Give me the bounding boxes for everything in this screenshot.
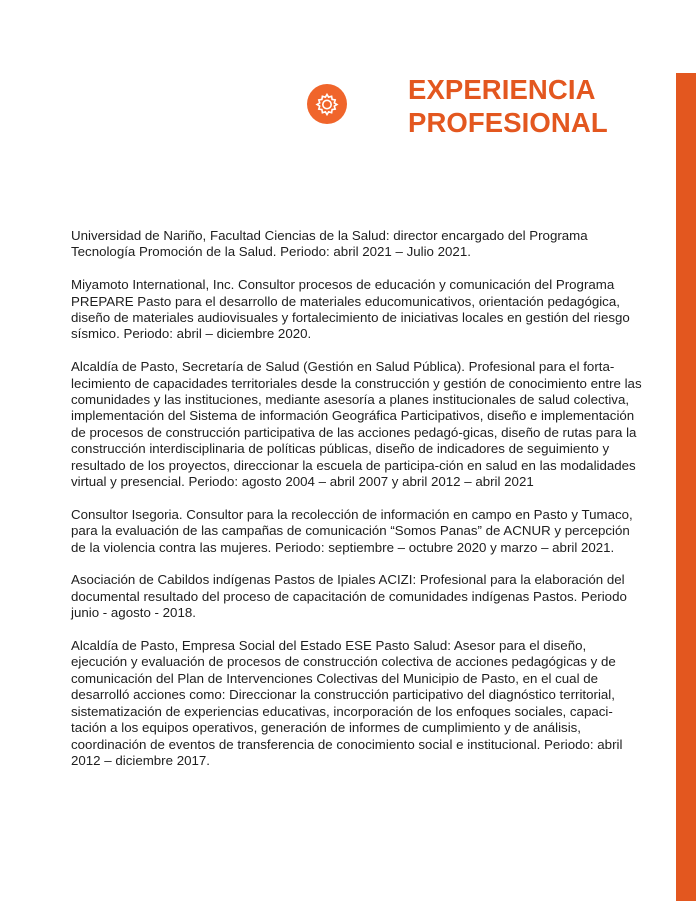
experience-entry: Alcaldía de Pasto, Empresa Social del Estado ESE Pasto Salud: Asesor para el diseño, ejecución y evaluación de procesos de construcción colectiva de acciones pedagógicas y de comunicación del Plan de Intervenciones Colectivas del Municipio de Pasto, en el cual de desarrolló acciones como: Direccionar la construcción participativo del diagnóstico territorial, sistematización de experiencias educativas, incorporación de los enfoques sociales, capaci-tación a los equipos operativos, generación de informes de cumplimiento y de análisis, coordinación de eventos de transferencia de conocimiento social e institucional. Periodo: abril 2012 – diciembre 2017. [71,638,623,768]
side-accent-bar [676,73,696,901]
experience-entry: Consultor Isegoria. Consultor para la recolección de información en campo en Pasto y Tumaco, para la evaluación de las campañas de comunicación “Somos Panas” de ACNUR y percepción de la violencia contra las mujeres. Periodo: septiembre – octubre 2020 y marzo – abril 2021. [71,506,633,555]
title-line-2: PROFESIONAL [408,107,608,138]
experience-list [71,228,645,786]
experience-entry: Universidad de Nariño, Facultad Ciencias de la Salud: director encargado del Programa Tecnología Promoción de la Salud. Periodo: abril 2021 – Julio 2021. [71,228,588,260]
gear-icon [314,91,340,117]
title-line-1: EXPERIENCIA [408,74,596,105]
experience-entry: Miyamoto International, Inc. Consultor procesos de educación y comunicación del Programa PREPARE Pasto para el desarrollo de materiales educomunicativos, orientación pedagógica, diseño de materiales audiovisuales y fortalecimiento de iniciativas locales en gestión del riesgo sísmico. Periodo: abril – diciembre 2020. [71,277,630,342]
experience-entry: Alcaldía de Pasto, Secretaría de Salud (Gestión en Salud Pública). Profesional para el forta-lecimiento de capacidades territoriales desde la construcción y gestión de conocimiento entre las comunidades y las instituciones, mediante asesoría a planes institucionales de salud colectiva, implementación del Sistema de información Geográfica Participativos, diseño e implementación de procesos de construcción participativa de las acciones pedagó-gicas, diseño de rutas para la construcción interdisciplinaria de políticas públicas, diseño de indicadores de seguimiento y resultado de los proyectos, direccionar la escuela de participa-ción en salud en las modalidades virtual y presencial. Periodo: agosto 2004 – abril 2007 y abril 2012 – abril 2021 [71,359,642,490]
experience-entry: Asociación de Cabildos indígenas Pastos de Ipiales ACIZI: Profesional para la elaboración del documental resultado del proceso de capacitación de comunidades indígenas Pastos. Periodo junio - agosto - 2018. [71,572,627,621]
section-icon-badge [307,84,347,124]
page-title [408,73,608,139]
